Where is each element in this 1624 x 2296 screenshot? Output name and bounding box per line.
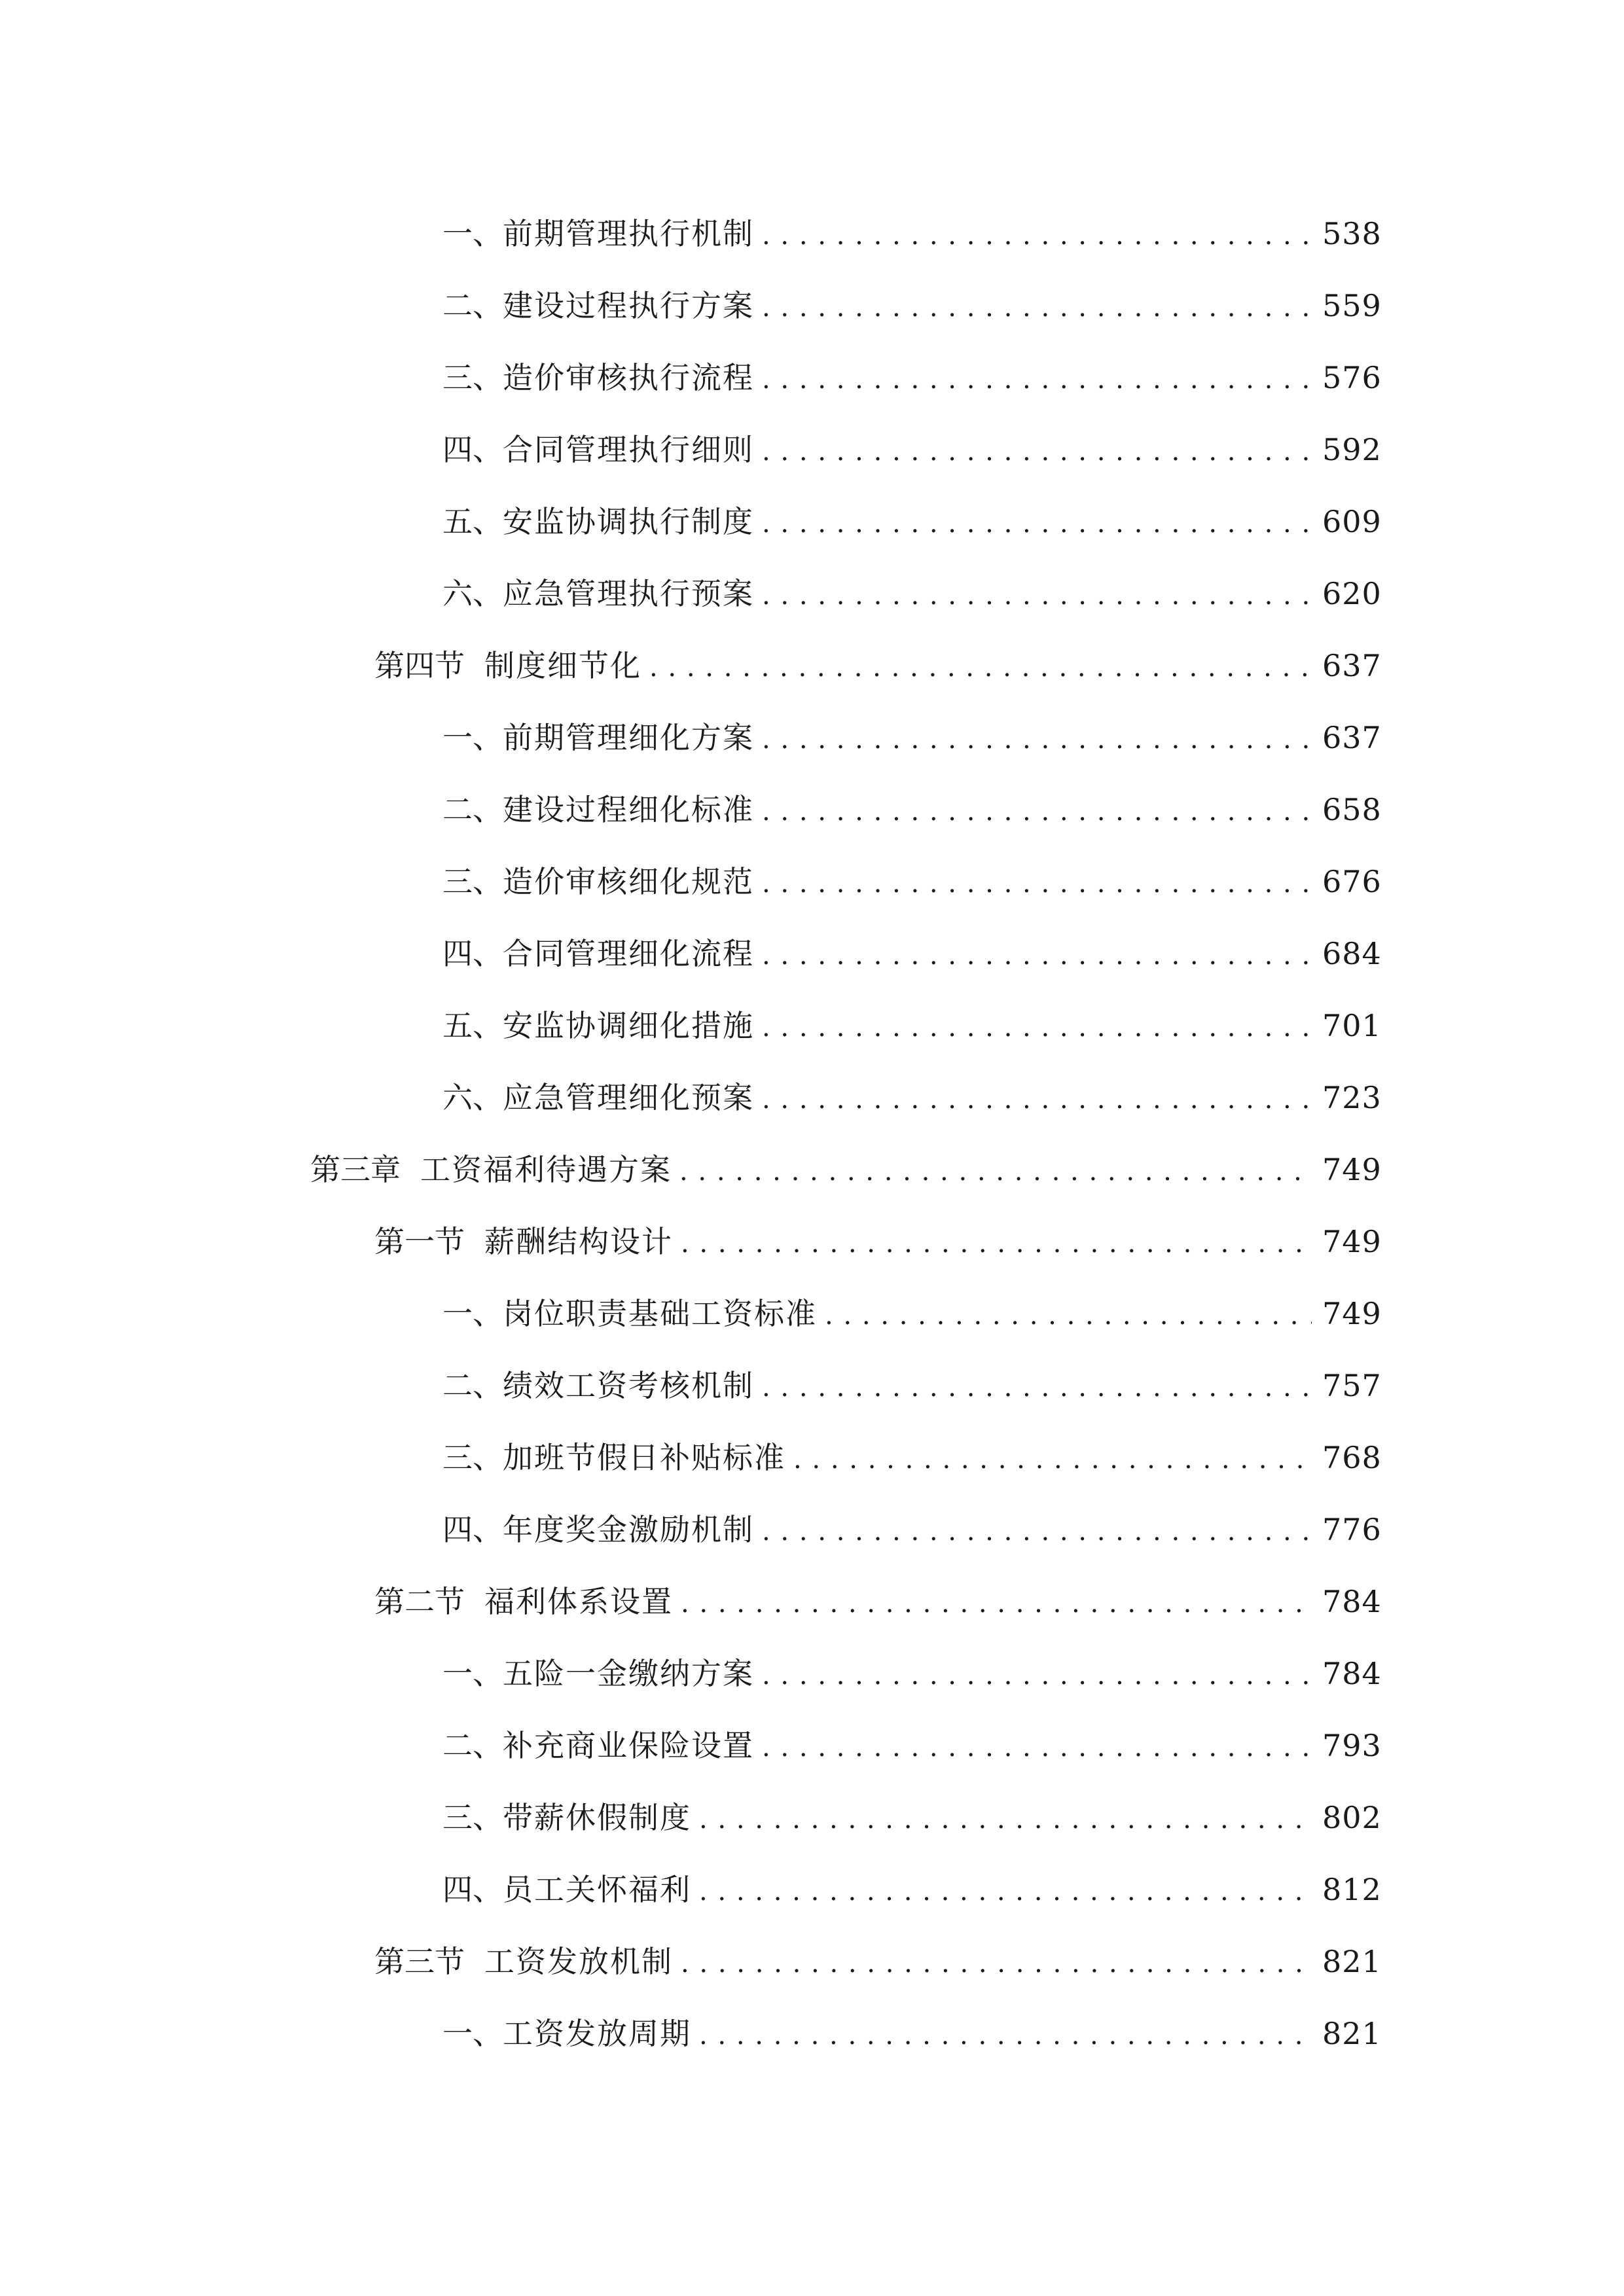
toc-entry-page: 802 — [1322, 1800, 1382, 1835]
toc-entry-number: 六、 — [442, 576, 503, 611]
toc-entry-section[interactable] — [374, 1564, 1382, 1619]
toc-entry-title: 建设过程执行方案 — [503, 288, 754, 323]
toc-entry[interactable] — [442, 1420, 1382, 1475]
toc-entry-number: 三、 — [442, 864, 503, 899]
toc-entry-page: 592 — [1322, 432, 1382, 467]
toc-entry[interactable] — [442, 1996, 1382, 2051]
toc-entry[interactable] — [442, 484, 1382, 539]
toc-entry-page: 784 — [1322, 1656, 1382, 1691]
toc-entry-number: 第三章 — [310, 1152, 401, 1187]
toc-entry-title: 五险一金缴纳方案 — [503, 1656, 754, 1691]
dot-leader — [762, 511, 1312, 537]
dot-leader — [762, 223, 1312, 249]
toc-entry[interactable] — [442, 1276, 1382, 1331]
toc-entry-page: 749 — [1322, 1152, 1382, 1187]
toc-entry-page: 757 — [1322, 1368, 1382, 1403]
dot-leader — [762, 439, 1312, 465]
toc-entry[interactable] — [442, 772, 1382, 827]
toc-entry-page: 701 — [1322, 1008, 1382, 1043]
dot-leader — [681, 1590, 1312, 1617]
toc-entry[interactable] — [442, 700, 1382, 755]
toc-entry-title: 制度细节化 — [484, 648, 641, 683]
toc-entry-title: 补充商业保险设置 — [503, 1728, 754, 1763]
toc-entry-page: 821 — [1322, 1944, 1382, 1979]
toc-entry-page: 609 — [1322, 504, 1382, 539]
toc-entry-title: 工资福利待遇方案 — [420, 1152, 672, 1187]
dot-leader — [762, 1518, 1312, 1545]
toc-entry[interactable] — [442, 340, 1382, 395]
toc-entry-chapter[interactable] — [310, 1132, 1382, 1187]
toc-entry-page: 812 — [1322, 1872, 1382, 1907]
toc-entry-page: 749 — [1322, 1296, 1382, 1331]
toc-entry-title: 合同管理执行细则 — [503, 432, 754, 467]
toc-entry-page: 684 — [1322, 936, 1382, 971]
toc-entry-title: 工资发放机制 — [484, 1944, 673, 1979]
dot-leader — [699, 2022, 1312, 2049]
toc-entry-number: 一、 — [442, 2016, 503, 2051]
toc-entry-number: 四、 — [442, 432, 503, 467]
toc-entry-title: 绩效工资考核机制 — [503, 1368, 754, 1403]
toc-entry-number: 五、 — [442, 1008, 503, 1043]
toc-entry-title: 薪酬结构设计 — [484, 1224, 673, 1259]
dot-leader — [762, 583, 1312, 609]
toc-entry[interactable] — [442, 556, 1382, 611]
dot-leader — [825, 1302, 1312, 1329]
dot-leader — [762, 726, 1312, 753]
toc-entry[interactable] — [442, 844, 1382, 899]
toc-entry-title: 应急管理细化预案 — [503, 1080, 754, 1115]
toc-entry-title: 年度奖金激励机制 — [503, 1512, 754, 1547]
dot-leader — [762, 1014, 1312, 1041]
toc-entry-title: 加班节假日补贴标准 — [503, 1440, 785, 1475]
toc-entry-number: 一、 — [442, 1296, 503, 1331]
toc-entry-number: 四、 — [442, 936, 503, 971]
dot-leader — [762, 870, 1312, 897]
dot-leader — [762, 798, 1312, 825]
toc-entry-page: 676 — [1322, 864, 1382, 899]
toc-entry-page: 723 — [1322, 1080, 1382, 1115]
toc-entry-page: 776 — [1322, 1512, 1382, 1547]
toc-entry-page: 538 — [1322, 216, 1382, 251]
dot-leader — [649, 655, 1312, 681]
toc-entry-title: 应急管理执行预案 — [503, 576, 754, 611]
toc-entry-section[interactable] — [374, 628, 1382, 683]
toc-entry-number: 一、 — [442, 720, 503, 755]
toc-entry-title: 前期管理执行机制 — [503, 216, 754, 251]
toc-entry[interactable] — [442, 1852, 1382, 1907]
toc-entry-number: 三、 — [442, 360, 503, 395]
toc-entry-title: 造价审核执行流程 — [503, 360, 754, 395]
dot-leader — [681, 1950, 1312, 1977]
toc-entry-number: 二、 — [442, 1728, 503, 1763]
toc-entry-title: 造价审核细化规范 — [503, 864, 754, 899]
toc-entry[interactable] — [442, 1060, 1382, 1115]
toc-entry-page: 749 — [1322, 1224, 1382, 1259]
dot-leader — [762, 367, 1312, 393]
toc-entry-section[interactable] — [374, 1924, 1382, 1979]
dot-leader — [699, 1878, 1312, 1905]
toc-entry-number: 三、 — [442, 1800, 503, 1835]
toc-entry-number: 二、 — [442, 288, 503, 323]
toc-entry-section[interactable] — [374, 1204, 1382, 1259]
toc-entry-number: 二、 — [442, 792, 503, 827]
dot-leader — [699, 1806, 1312, 1833]
toc-entry-number: 一、 — [442, 1656, 503, 1691]
toc-entry-title: 安监协调细化措施 — [503, 1008, 754, 1043]
toc-entry-title: 合同管理细化流程 — [503, 936, 754, 971]
toc-entry[interactable] — [442, 268, 1382, 323]
toc-entry-title: 带薪休假制度 — [503, 1800, 691, 1835]
toc-entry-number: 第一节 — [374, 1224, 465, 1259]
toc-entry[interactable] — [442, 412, 1382, 467]
toc-entry-number: 第四节 — [374, 648, 465, 683]
toc-entry-title: 工资发放周期 — [503, 2016, 691, 2051]
toc-entry-title: 岗位职责基础工资标准 — [503, 1296, 817, 1331]
toc-entry-number: 一、 — [442, 216, 503, 251]
toc-entry-page: 784 — [1322, 1584, 1382, 1619]
toc-entry-number: 二、 — [442, 1368, 503, 1403]
toc-entry[interactable] — [442, 196, 1382, 251]
toc-entry-number: 第三节 — [374, 1944, 465, 1979]
dot-leader — [762, 1662, 1312, 1689]
toc-entry-page: 768 — [1322, 1440, 1382, 1475]
toc-entry-page: 559 — [1322, 288, 1382, 323]
toc-entry-title: 福利体系设置 — [484, 1584, 673, 1619]
toc-entry-number: 四、 — [442, 1872, 503, 1907]
toc-entry-page: 637 — [1322, 720, 1382, 755]
toc-entry-page: 637 — [1322, 648, 1382, 683]
toc-entry-number: 六、 — [442, 1080, 503, 1115]
dot-leader — [762, 942, 1312, 969]
dot-leader — [762, 1734, 1312, 1761]
toc-entry-number: 第二节 — [374, 1584, 465, 1619]
toc-entry-number: 四、 — [442, 1512, 503, 1547]
toc-entry[interactable] — [442, 1492, 1382, 1547]
toc-entry-page: 576 — [1322, 360, 1382, 395]
toc-entry-page: 658 — [1322, 792, 1382, 827]
dot-leader — [762, 295, 1312, 321]
toc-entry-title: 安监协调执行制度 — [503, 504, 754, 539]
dot-leader — [681, 1230, 1312, 1257]
toc-entry[interactable] — [442, 1780, 1382, 1835]
toc-entry-title: 前期管理细化方案 — [503, 720, 754, 755]
toc-entry[interactable] — [442, 1708, 1382, 1763]
toc-entry[interactable] — [442, 988, 1382, 1043]
toc-entry-number: 五、 — [442, 504, 503, 539]
toc-entry-page: 620 — [1322, 576, 1382, 611]
toc-entry[interactable] — [442, 916, 1382, 971]
toc-entry-title: 建设过程细化标准 — [503, 792, 754, 827]
toc-entry[interactable] — [442, 1348, 1382, 1403]
dot-leader — [762, 1086, 1312, 1113]
toc-entry-page: 821 — [1322, 2016, 1382, 2051]
dot-leader — [679, 1158, 1312, 1185]
dot-leader — [793, 1446, 1312, 1473]
toc-entry-title: 员工关怀福利 — [503, 1872, 691, 1907]
toc-entry-page: 793 — [1322, 1728, 1382, 1763]
toc-entry-number: 三、 — [442, 1440, 503, 1475]
dot-leader — [762, 1374, 1312, 1401]
toc-entry[interactable] — [442, 1636, 1382, 1691]
